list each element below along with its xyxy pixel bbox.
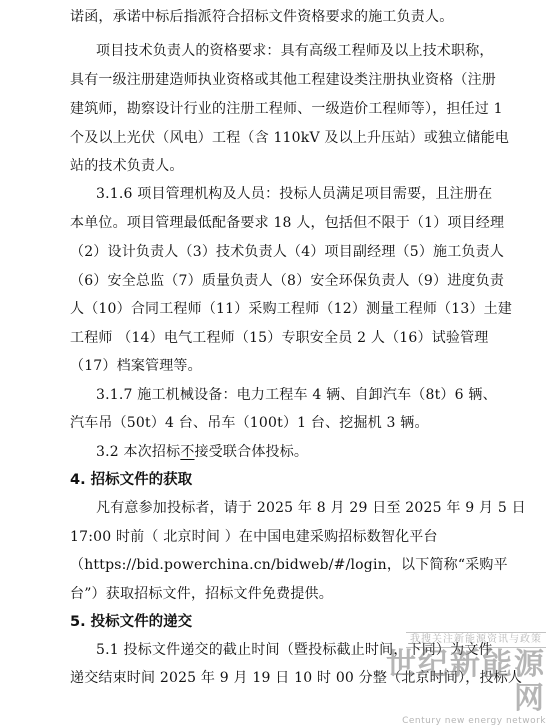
text-line: 汽车吊（50t）4 台、吊车（100t）1 台、挖掘机 3 辆。 bbox=[70, 415, 429, 431]
text-line: 凡有意参加投标者，请于 2025 年 8 月 29 日至 2025 年 9 月 5 日 bbox=[96, 500, 526, 516]
text-line: 递交结束时间 2025 年 9 月 19 日 10 时 00 分整（北京时间），投标人 bbox=[70, 670, 523, 686]
joint-bid-text-pre: 3.2 本次招标 bbox=[96, 444, 181, 460]
text-line: 个及以上光伏（风电）工程（含 110kV 及以上升压站）或独立储能电 bbox=[70, 130, 510, 146]
text-line: 站的技术负责人。 bbox=[70, 158, 184, 174]
text-line: 诺函，承诺中标后指派符合招标文件资格要求的施工负责人。 bbox=[70, 9, 454, 25]
watermark-title: 世纪新能源网 bbox=[386, 647, 546, 716]
section-heading-5: 5. 投标文件的递交 bbox=[70, 614, 193, 630]
watermark-subtitle: Century new energy network bbox=[402, 716, 546, 726]
section-heading-4: 4. 招标文件的获取 bbox=[70, 472, 193, 488]
text-line: 建筑师，勘察设计行业的注册工程师、一级造价工程师等），担任过 1 bbox=[70, 101, 503, 117]
text-line: 项目技术负责人的资格要求：具有高级工程师及以上技术职称， bbox=[96, 43, 494, 59]
text-line: 工程师 （14）电气工程师（15）专职安全员 2 人（16）试验管理 bbox=[70, 330, 489, 346]
text-line: （2）设计负责人（3）技术负责人（4）项目副经理（5）施工负责人 bbox=[70, 244, 505, 260]
url-text-line: （https://bid.powerchina.cn/bidweb/#/login，以下简称“采购平 bbox=[70, 557, 508, 573]
text-line: 台”）获取招标文件，招标文件免费提供。 bbox=[70, 586, 333, 602]
text-line: 本单位。项目管理最低配备要求 18 人，包括但不限于（1）项目经理 bbox=[70, 215, 505, 231]
text-line: （17）档案管理等。 bbox=[70, 358, 202, 374]
joint-bid-line bbox=[96, 443, 308, 461]
text-line: 3.1.7 施工机械设备：电力工程车 4 辆、自卸汽车（8t）6 辆、 bbox=[96, 387, 497, 403]
text-line: 5.1 投标文件递交的截止时间（暨投标截止时间，下同）为文件 bbox=[96, 642, 493, 658]
joint-bid-underlined-word: 不 bbox=[180, 444, 195, 460]
text-line: 人（10）合同工程师（11）采购工程师（12）测量工程师（13）土建 bbox=[70, 301, 513, 317]
text-line: 具有一级注册建造师执业资格或其他工程建设类注册执业资格（注册 bbox=[70, 72, 496, 88]
joint-bid-text-post: 接受联合体投标。 bbox=[194, 444, 309, 460]
text-line: 17:00 时前（ 北京时间 ）在中国电建采购招标数智化平台 bbox=[70, 529, 438, 545]
text-line: 3.1.6 项目管理机构及人员：投标人员满足项目需要，且注册在 bbox=[96, 186, 493, 202]
watermark-tagline: 我搜关注新能源资讯与政策 bbox=[406, 632, 546, 648]
text-line: （6）安全总监（7）质量负责人（8）安全环保负责人（9）进度负责 bbox=[70, 273, 505, 289]
